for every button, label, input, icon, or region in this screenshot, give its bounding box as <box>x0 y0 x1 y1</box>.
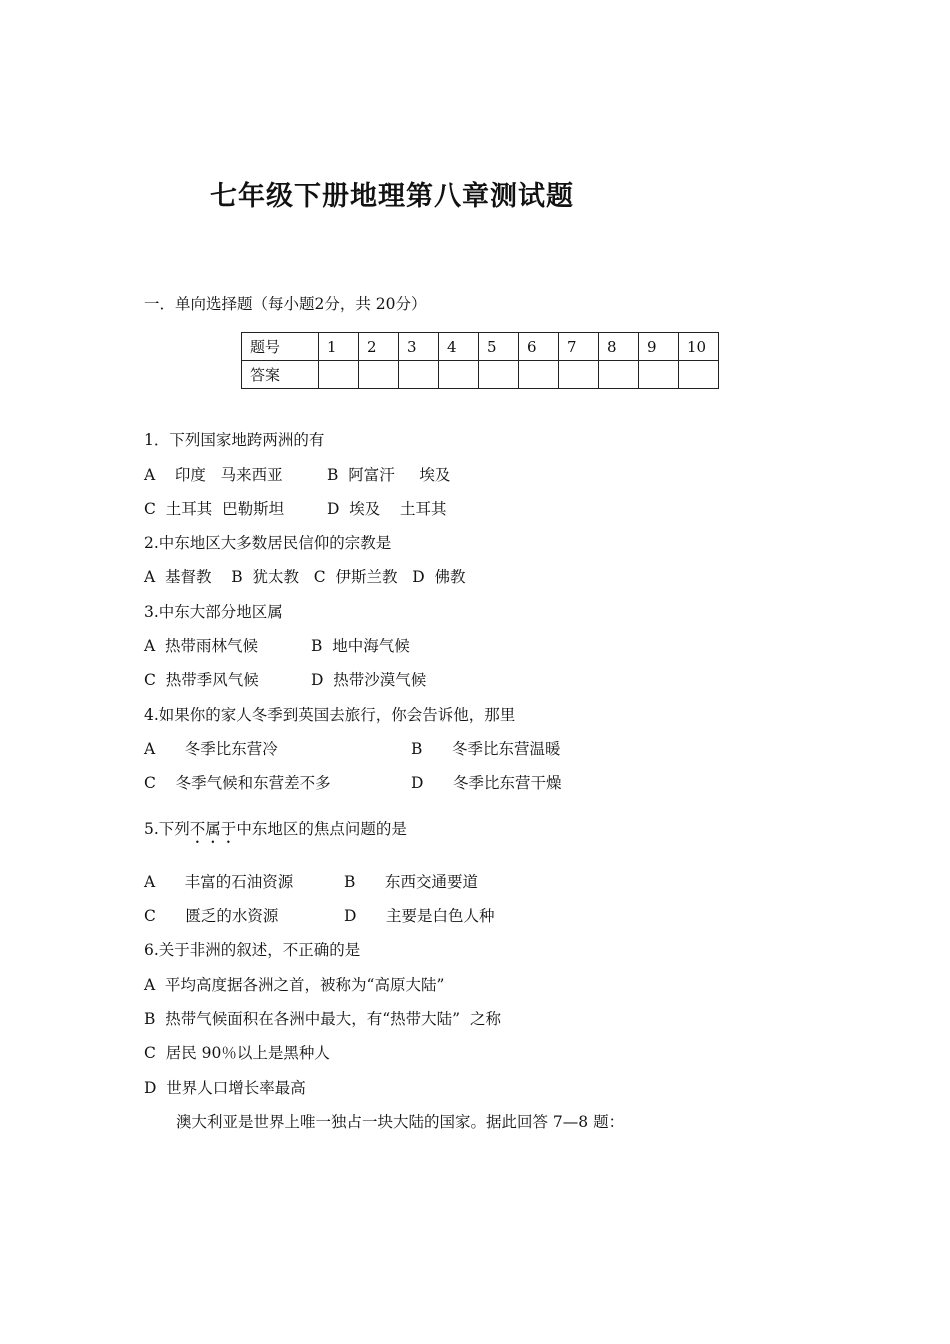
answer-cell[interactable] <box>559 361 599 389</box>
question-6-option-a: A 平均高度据各洲之首，被称为“高原大陆” <box>144 976 445 994</box>
page-title: 七年级下册地理第八章测试题 <box>210 181 574 212</box>
answer-table-number-row <box>242 333 719 361</box>
question-5-option-a: A 丰富的石油资源 <box>144 873 294 891</box>
answer-table-row1-label: 题号 <box>242 333 319 361</box>
question-3-option-d: D 热带沙漠气候 <box>311 671 427 689</box>
question-6-stem: 6.关于非洲的叙述，不正确的是 <box>144 941 361 959</box>
question-6-option-c: C 居民 90％以上是黑种人 <box>144 1044 330 1062</box>
question-4-stem: 4.如果你的家人冬季到英国去旅行，你会告诉他，那里 <box>144 706 516 724</box>
answer-cell[interactable] <box>439 361 479 389</box>
question-2-stem: 2.中东地区大多数居民信仰的宗教是 <box>144 534 392 552</box>
answer-table-number: 2 <box>359 333 399 361</box>
answer-cell[interactable] <box>479 361 519 389</box>
question-5-stem <box>144 817 407 847</box>
question-1-option-a: A 印度 马来西亚 <box>144 466 283 484</box>
answer-table-number: 6 <box>519 333 559 361</box>
answer-table-number: 10 <box>679 333 719 361</box>
question-5-option-c: C 匮乏的水资源 <box>144 907 279 925</box>
answer-cell[interactable] <box>399 361 439 389</box>
question-4-option-a: A 冬季比东营冷 <box>144 740 278 758</box>
answer-table-number: 7 <box>559 333 599 361</box>
section-heading: 一．单向选择题（每小题2分，共 20分） <box>144 295 427 313</box>
question-1-stem: 1．下列国家地跨两洲的有 <box>144 431 325 449</box>
question-5-option-b: B 东西交通要道 <box>344 873 478 891</box>
question-2-options: A 基督教 B 犹太教 C 伊斯兰教 D 佛教 <box>144 568 466 586</box>
answer-table-number: 8 <box>599 333 639 361</box>
answer-table-number: 1 <box>319 333 359 361</box>
answer-table-number: 3 <box>399 333 439 361</box>
question-1-option-d: D 埃及 土耳其 <box>327 500 447 518</box>
question-6-option-d: D 世界人口增长率最高 <box>144 1079 306 1097</box>
question-3-option-c: C 热带季风气候 <box>144 671 259 689</box>
answer-cell[interactable] <box>639 361 679 389</box>
answer-table-row2-label: 答案 <box>242 361 319 389</box>
question-5-stem-emphasis: 不属于 <box>189 820 237 838</box>
answer-table-number: 4 <box>439 333 479 361</box>
question-3-option-b: B 地中海气候 <box>311 637 410 655</box>
answer-table <box>241 332 719 389</box>
question-4-option-c: C 冬季气候和东营差不多 <box>144 774 331 792</box>
question-5-stem-post: 中东地区的焦点问题的是 <box>236 820 407 838</box>
question-4-option-b: B 冬季比东营温暖 <box>411 740 561 758</box>
answer-table-number: 5 <box>479 333 519 361</box>
answer-cell[interactable] <box>679 361 719 389</box>
question-6-option-b: B 热带气候面积在各洲中最大，有“热带大陆” 之称 <box>144 1010 501 1028</box>
question-3-stem: 3.中东大部分地区属 <box>144 603 283 621</box>
question-3-option-a: A 热带雨林气候 <box>144 637 259 655</box>
answer-cell[interactable] <box>519 361 559 389</box>
question-1-option-c: C 土耳其 巴勒斯坦 <box>144 500 285 518</box>
answer-cell[interactable] <box>599 361 639 389</box>
question-5-option-d: D 主要是白色人种 <box>344 907 495 925</box>
question-5-stem-pre: 5.下列 <box>144 820 190 838</box>
question-1-option-b: B 阿富汗 埃及 <box>327 466 451 484</box>
questions-7-8-intro: 澳大利亚是世界上唯一独占一块大陆的国家。据此回答 7—8 题： <box>176 1113 625 1131</box>
answer-table-answer-row <box>242 361 719 389</box>
question-4-option-d: D 冬季比东营干燥 <box>411 774 562 792</box>
answer-cell[interactable] <box>319 361 359 389</box>
answer-table-number: 9 <box>639 333 679 361</box>
answer-cell[interactable] <box>359 361 399 389</box>
